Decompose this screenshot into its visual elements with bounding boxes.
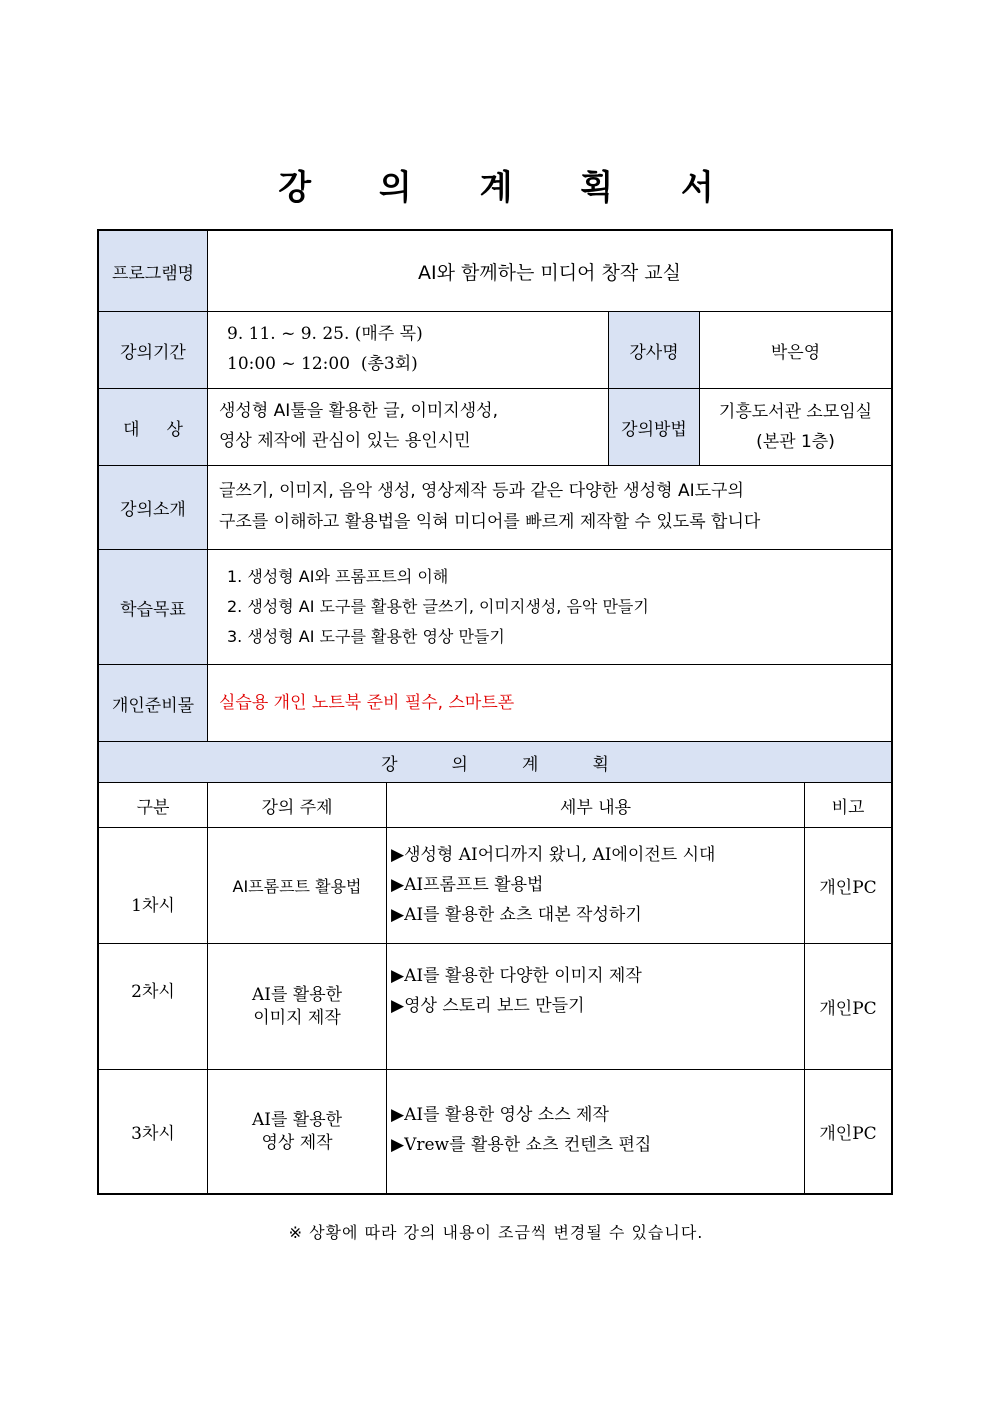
goal-item: 3. 생성형 AI 도구를 활용한 영상 만들기 (227, 627, 505, 646)
topic-3-line1: AI를 활용한 (251, 1109, 343, 1130)
goals-list (227, 562, 877, 652)
detail-item: ▶영상 스토리 보드 만들기 (391, 996, 585, 1016)
intro-line2: 구조를 이해하고 활용법을 익혀 미디어를 빠르게 제작할 수 있도록 합니다 (219, 512, 761, 532)
footnote: ※ 상황에 따라 강의 내용이 조금씩 변경될 수 있습니다. (288, 1223, 704, 1242)
period-value (227, 319, 607, 379)
prep-value: 실습용 개인 노트북 준비 필수, 스마트폰 (219, 693, 515, 713)
col-detail-header: 세부 내용 (559, 797, 632, 818)
method-line2: (본관 1층) (756, 432, 835, 452)
plan-section-title: 강 의 계 획 (381, 754, 609, 775)
goal-item: 1. 생성형 AI와 프롬프트의 이해 (227, 567, 449, 586)
period-line1: 9. 11. ~ 9. 25. (매주 목) (227, 324, 423, 344)
note-1: 개인PC (819, 878, 877, 898)
program-value: AI와 함께하는 미디어 창작 교실 (417, 261, 681, 284)
topic-3 (208, 1070, 386, 1193)
prep-label: 개인준비물 (111, 695, 195, 716)
target-label: 대 상 (123, 419, 183, 440)
topic-2 (208, 944, 386, 1069)
instructor-label: 강사명 (629, 342, 679, 363)
intro-value (219, 476, 884, 538)
intro-line1: 글쓰기, 이미지, 음악 생성, 영상제작 등과 같은 다양한 생성형 AI도구의 (219, 481, 744, 501)
method-label: 강의방법 (621, 419, 687, 440)
intro-label: 강의소개 (120, 500, 186, 520)
session-3: 3차시 (131, 1124, 175, 1144)
detail-item: ▶AI를 활용한 다양한 이미지 제작 (391, 966, 642, 986)
method-line1: 기흥도서관 소모임실 (718, 402, 873, 422)
col-session-header: 구분 (136, 797, 170, 818)
detail-item: ▶생성형 AI어디까지 왔니, AI에이전트 시대 (391, 845, 716, 865)
note-2: 개인PC (819, 999, 877, 1019)
detail-item: ▶AI프롬프트 활용법 (391, 875, 544, 895)
col-note-header: 비고 (831, 797, 865, 818)
target-line2: 영상 제작에 관심이 있는 용인시민 (219, 431, 471, 451)
period-line2: 10:00 ~ 12:00 (총3회) (227, 354, 418, 374)
col-topic-header: 강의 주제 (261, 797, 333, 818)
details-2 (391, 961, 805, 1021)
details-3 (391, 1100, 805, 1160)
method-value (700, 389, 891, 465)
target-line1: 생성형 AI툴을 활용한 글, 이미지생성, (219, 401, 498, 421)
plan-table (97, 229, 893, 1195)
detail-item: ▶AI를 활용한 쇼츠 대본 작성하기 (391, 905, 642, 925)
target-value (219, 396, 607, 456)
goal-item: 2. 생성형 AI 도구를 활용한 글쓰기, 이미지생성, 음악 만들기 (227, 597, 649, 616)
detail-item: ▶Vrew를 활용한 쇼츠 컨텐츠 편집 (391, 1135, 652, 1155)
period-label: 강의기간 (120, 342, 186, 363)
topic-3-line2: 영상 제작 (261, 1132, 333, 1153)
note-3: 개인PC (819, 1124, 877, 1144)
detail-item: ▶AI를 활용한 영상 소스 제작 (391, 1105, 609, 1125)
document-title: 강 의 계 획 서 (278, 168, 742, 208)
topic-2-line2: 이미지 제작 (253, 1007, 341, 1028)
details-1 (391, 840, 805, 930)
session-2: 2차시 (131, 981, 175, 1002)
program-label: 프로그램명 (111, 263, 195, 284)
session-1: 1차시 (131, 895, 175, 916)
topic-2-line1: AI를 활용한 (251, 984, 343, 1005)
instructor-value: 박은영 (770, 342, 821, 363)
goals-label: 학습목표 (120, 599, 186, 620)
topic-1: AI프롬프트 활용법 (232, 877, 362, 896)
